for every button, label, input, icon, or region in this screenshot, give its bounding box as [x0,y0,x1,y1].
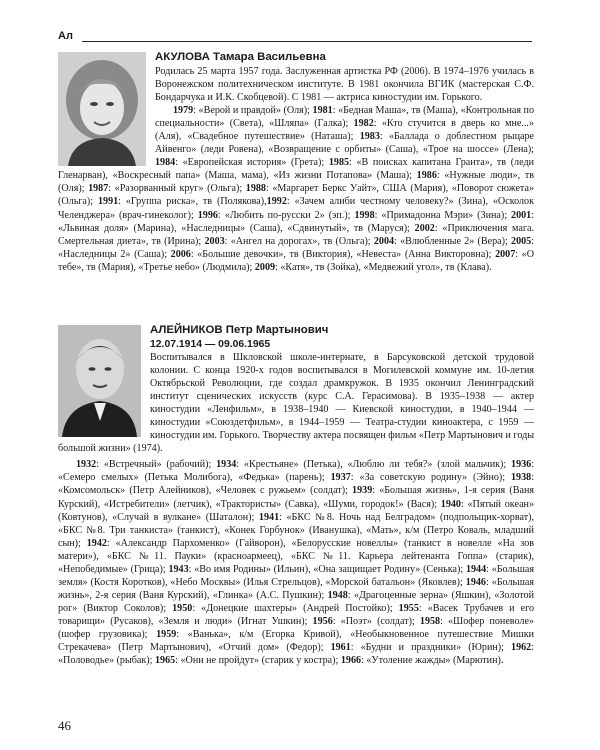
film-year: 2005 [511,235,532,247]
film-year: 1982 [353,118,374,130]
film-titles: : «Донецкие шахтеры» (Андрей Постойко); [192,602,399,614]
film-titles: : «Приключения мага. Смертельная диета», тв (Ирина); [58,222,534,247]
film-year: 1998 [354,209,375,221]
film-titles: : «Утоление жажды» (Марютин). [361,655,504,667]
film-year: 1955 [398,602,419,614]
film-year: 1938 [511,472,532,484]
life-dates: 12.07.1914 — 09.06.1965 [150,339,271,350]
film-year: 1937 [330,472,351,484]
film-year: 1934 [216,459,237,471]
film-titles: : «Комсомольск» (Петр Алейников), «Человек с ружьем» (солдат); [58,472,534,497]
film-year: 1946 [465,576,486,588]
film-year: 1984 [155,157,176,169]
film-titles: : «Катя», тв (Зойка), «Медвежий угол», тв (Клава). [275,261,492,273]
film-titles: : «Большая земля» (Костя Коротков), «Небо Москвы» (Илья Стрельцов), «Морской батальон» (Яковлев); [58,563,534,588]
film-year: 1932 [76,459,97,471]
film-titles: : «Во имя Родины» (Ильин), «Она защищает Родину» (Сенька); [188,563,466,575]
film-titles: : «Большая жизнь», 2-я серия (Ваня Курский), «Глинка» (А.С. Пушкин); [58,576,534,601]
film-year: 1979 [173,105,194,117]
film-year: 1959 [156,628,177,640]
film-year: 1941 [258,511,280,523]
film-year: 1981 [312,105,333,117]
film-year: 2004 [373,235,395,247]
film-titles: : «Семеро смелых» (Петька Молибога), «Федька» (парень); [58,459,535,484]
film-year: 2002 [414,222,435,234]
film-year: 1939 [352,485,373,497]
film-year: 1958 [419,615,441,627]
film-year: 1940 [440,498,461,510]
film-titles: : «За советскую родину» (Эйно); [350,472,511,484]
film-year: 1987 [88,183,109,195]
film-titles: : «Зачем алиби честному человеку?» (Зина), «Осколок Челенджера» (врач-гинеколог); [58,196,534,221]
film-titles: : «Пятый океан» (Ковтунов), «Случай в вулкане» (Шаталон); [58,498,534,523]
film-year: 2006 [170,248,191,260]
film-year: 1942 [86,537,107,549]
film-titles: : «Влюбленные 2» (Вера); [394,235,512,247]
film-titles: : «Баллада о доблестном рыцаре Айвенго» (леди Ровена), «Возвращение с орбиты» (Саша), «Трое на шоссе» (Лена); [155,131,534,156]
film-year: 1961 [330,642,351,654]
film-titles: : «Нужные люди», тв (Оля); [58,170,534,195]
film-titles: : «Половодье» (рыбак); [58,642,535,667]
film-year: 1992 [266,196,287,208]
portrait-illustration [58,52,146,166]
film-year: 2009 [254,261,276,273]
film-year: 1962 [511,642,532,654]
portrait-photo-aleynikov [58,325,141,437]
film-titles: : «Разорванный круг» (Ольга); [108,183,246,195]
film-year: 1943 [168,563,189,575]
film-year: 1983 [359,131,380,143]
film-year: 1944 [465,563,487,575]
film-titles: : «Примадонна Мэри» (Зина); [374,209,512,221]
film-year: 2007 [495,248,516,260]
filmography [58,458,534,667]
film-titles: : «Будни и праздники» (Юрин); [350,642,512,654]
film-titles: : «Васек Трубачев и его товарищи» (Русаков), «Земля и люди» (Игнат Ушкин); [58,602,535,627]
film-titles: : «В поисках капитана Гранта», тв (леди Гленарван), «Воскресный папа» (Маша, мама), «Из жизни Потапова» (Маша); [58,157,534,182]
film-titles: : «Наследницы 2» (Саша); [58,235,535,260]
film-year: 2003 [204,235,225,247]
film-titles: : «БКС №8. Ночь над Белградом» (подпольщик-хорват), «БКС №8. Три танкиста» (танкист), «Конек Горбунок» (Иванушка), «Мать», к/м (Петро Коваль, младший сын); [58,511,534,549]
film-titles: : «Драгоценные зерна» (Яшкин), «Золотой рог» (Виктор Соколов); [58,589,535,614]
biography: Родилась 25 марта 1957 года. Заслуженная артистка РФ (2006). В 1974–1976 училась в Воронежском политехническом институте. В 1981 окончила ВГИК (мастерская С.Ф. Бондарчука и И.К. Скобцевой). С 1981 — актриса киностудии им. Горького. [155,66,534,104]
film-titles: : «О тебе», тв (Мария), «Третье небо» (Людмила); [58,248,534,273]
page-number: 46 [58,718,71,733]
film-year: 1991 [97,196,119,208]
film-titles: : «Любить по-русски 2» (эп.); [217,209,355,221]
film-year: 2001 [511,209,532,221]
person-name: АКУЛОВА Тамара Васильевна [155,51,326,63]
person-name: АЛЕЙНИКОВ Петр Мартынович [150,324,329,336]
film-year: 1936 [511,459,532,471]
film-titles: : «Большая жизнь», 1-я серия (Ваня Курский), «Истребители» (летчик), «Трактористы» (Савка), «Шуми, городок!» (Вася); [58,485,534,510]
film-year: 1988 [245,183,266,195]
film-titles: : «Шофер поневоле» (шофер грузовика); [58,615,534,640]
entry-aleynikov [58,323,534,667]
portrait-photo-akulova [58,52,146,166]
film-titles: : «Ванька», к/м (Егорка Кривой), «Необыкновенное путешествие Мишки Стрекачева» (Петр Мартынович), «Отчий дом» (Федор); [58,628,534,654]
film-year: 1950 [172,602,193,614]
section-letter-tag: Ал [58,30,73,42]
film-titles: : «Верой и правдой» (Оля); [193,105,313,117]
film-titles: : «Ангел на дорогах», тв (Ольга); [224,235,374,247]
film-titles: : «Александр Пархоменко» (Гайворон), «Белорусские новеллы» (танкист в новелле «На зов матери»), «БКС №11. Пауки» (красноармеец), «БКС №11. Карьера лейтенанта Гоппа» (старик), «Непобедимые» (Грица); [58,537,535,575]
film-titles: : «Бедная Маша», тв (Маша), «Контрольная по специальности» (Света), «Шляпа» (Галка); [155,105,534,130]
film-year: 1986 [416,170,437,182]
film-titles: : «Встречный» (рабочий); [96,459,217,471]
film-titles: : «Поэт» (солдат); [332,615,420,627]
biography: Воспитывался в Шкловской школе-интернате, в Барсуковской детской трудовой колонии. С конца 1920-х годов воспитывался в Могилевской коммуне им. 10-летия Октябрьской Революции, где создал драмкружок. В 1935 окончил Ленинградский институт сценических искусств (курс С.А. Герасимова). В 1935–1938 — актер киностудии «Ленфильм», в 1938–1940 — Киевской киностудии, в 1940–1944 — киностудии «Союздетфильм», в 1944–1959 — Театра-студии киноактера, с 1959 — киностудии им. Горького. Творчеству актера посвящен фильм «Петр Мартынович и годы большой жизни» (1974). [58,352,534,455]
header-rule [82,41,532,42]
film-titles: : «Большие девочки», тв (Виктория), «Невеста» (Анна Викторовна); [190,248,496,260]
film-titles: : «Кто стучится в дверь ко мне...» (Аля), «Свадебное путешествие» (Наташа); [155,118,534,143]
film-year: 1985 [328,157,350,169]
film-year: 1966 [340,655,362,667]
film-titles: : «Европейская история» (Грета); [175,157,329,169]
portrait-illustration [58,325,141,437]
film-year: 1956 [312,615,333,627]
film-year: 1965 [154,655,176,667]
film-titles: : «Маргарет Беркс Уайт», США (Мария), «Поворот сюжета» (Ольга); [58,183,534,208]
film-titles: : «Группа риска», тв (Полякова), [118,196,267,208]
film-year: 1948 [327,589,348,601]
film-titles: : «Они не пройдут» (старик у костра); [175,655,341,667]
entry-akulova [58,50,534,274]
film-titles: : «Крестьяне» (Петька), «Люблю ли тебя?» (злой мальчик); [236,459,512,471]
film-year: 1996 [197,209,218,221]
film-titles: : «Львиная доля» (Марина), «Наследницы» (Саша), «Сдвинутый», тв (Маруся); [58,209,535,234]
